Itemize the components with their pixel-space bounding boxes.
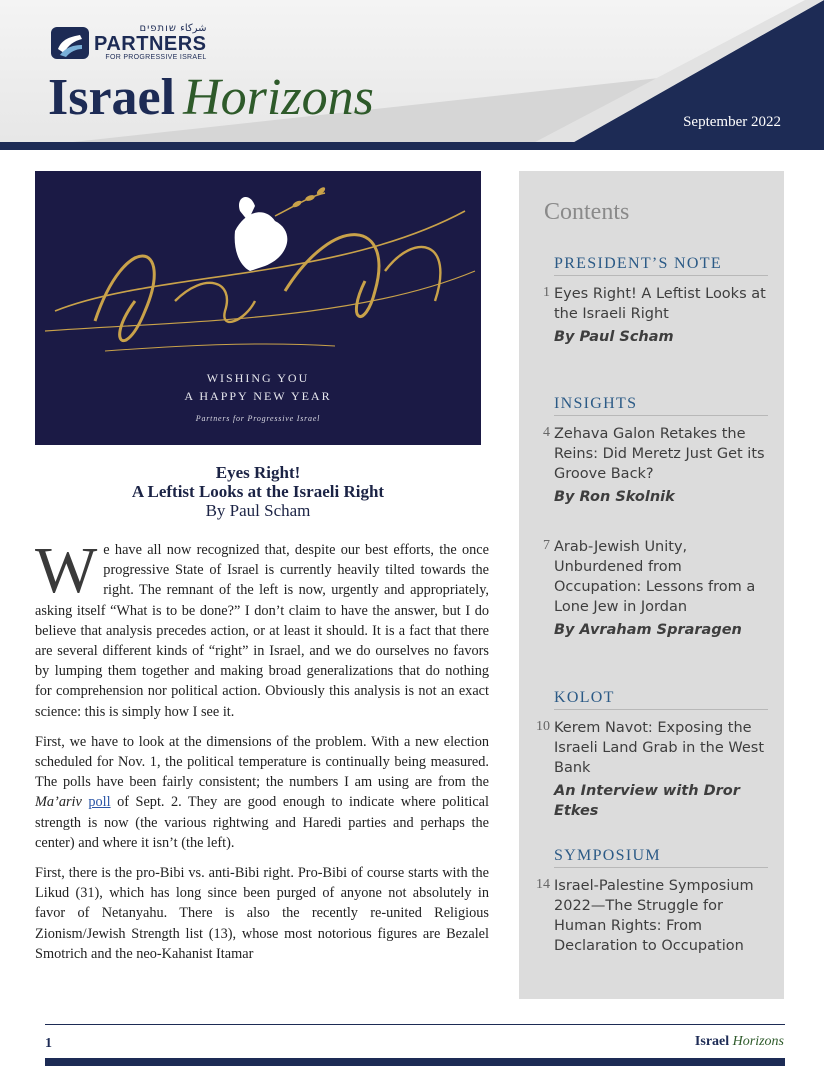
toc-entry-byline: An Interview with Dror Etkes (554, 783, 740, 819)
toc-entry[interactable] (536, 876, 768, 956)
paragraph-2 (35, 732, 489, 853)
masthead-title (48, 69, 374, 126)
section-symposium (536, 847, 768, 956)
toc-entry-title: Kerem Navot: Exposing the Israeli Land Grab in the West Bank (554, 720, 765, 776)
paragraph-3: First, there is the pro-Bibi vs. anti-Bibi right. Pro-Bibi of course starts with the Likud (31), which has long since been purged of anyone not absolutely in favor of Netanyahu. There is also the recently re-united Religious Zionism/Jewish Strength list (13), whose most notorious figures are Bezalel Smotrich and the neo-Kahanist Itamar (35, 865, 489, 962)
paragraph-2-text-before: First, we have to look at the dimensions of the problem. With a new election scheduled for Nov. 1, the political temperature is continually being measured. The polls have been fairly consistent; the numbers I am using are from the (35, 733, 489, 791)
section-heading: PRESIDENT’S NOTE (554, 255, 768, 276)
section-kolot (536, 689, 768, 821)
article-body (35, 534, 490, 974)
footer-title-main: Israel (694, 1034, 730, 1049)
banner-line-2: A HAPPY NEW YEAR (184, 389, 332, 403)
toc-entry-byline: By Paul Scham (554, 329, 674, 345)
footer-title (695, 1034, 784, 1050)
footer-bar (45, 1058, 785, 1066)
contents-title: Contents (544, 199, 630, 225)
masthead-accent: Horizons (183, 69, 374, 126)
page-header (0, 0, 824, 150)
paragraph-1-text: e have all now recognized that, despite our best efforts, the once progressive State of Israel is currently heavily tilted towards the right. The remnant of the left is now, urgently and appropriately, asking itself “What is to be done?” I don’t claim to have the answer, but I do believe that analysis precedes action, or at least it should. It is a fact that there are several different kinds of “right” in Israel, and we do ourselves no favors by lumping them together and making broad generalizations that do nothing for comprehension nor political action. Obviously this analysis is not an exact science: this is simply how I see it. (35, 542, 489, 720)
toc-entry[interactable] (536, 718, 768, 821)
toc-entry-title: Zehava Galon Retakes the Reins: Did Meretz Just Get its Groove Back? (554, 426, 765, 482)
toc-entry[interactable] (543, 284, 768, 347)
logo-subtitle: FOR PROGRESSIVE ISRAEL (105, 54, 207, 61)
article-byline: By Paul Scham (205, 501, 311, 520)
logo-name: PARTNERS (94, 33, 207, 55)
footer-title-accent: Horizons (732, 1034, 784, 1049)
section-heading: INSIGHTS (554, 395, 768, 416)
drop-cap: W (35, 534, 98, 607)
page-number: 1 (45, 1036, 52, 1051)
maariv-italic: Ma’ariv (35, 794, 82, 811)
banner-line-1: WISHING YOU (206, 371, 310, 385)
toc-page-number: 1 (543, 285, 550, 300)
article-title-line-1: Eyes Right! (215, 463, 301, 482)
contents-sidebar (519, 171, 784, 999)
section-heading: KOLOT (554, 689, 768, 710)
toc-page-number: 14 (536, 877, 550, 892)
footer-rule (45, 1024, 785, 1025)
toc-entry-title: Israel-Palestine Symposium 2022—The Struggle for Human Rights: From Declaration to Occupation (554, 878, 754, 954)
shana-tova-banner (35, 171, 481, 445)
toc-entry-title: Eyes Right! A Leftist Looks at the Israeli Right (554, 286, 766, 322)
section-presidents-note (543, 255, 768, 347)
paragraph-2-text-after: of Sept. 2. They are good enough to indicate where political strength is now (the various rightwing and Haredi parties and perhaps the center) and where it isn’t (the left). (35, 794, 490, 851)
article-title-line-2: A Leftist Looks at the Israeli Right (131, 482, 385, 501)
header-bottom-bar (0, 142, 824, 150)
masthead-main: Israel (48, 69, 176, 126)
toc-page-number: 10 (536, 719, 550, 734)
toc-entry[interactable] (543, 537, 768, 640)
issue-date: September 2022 (683, 114, 781, 130)
article-heading (35, 463, 481, 520)
toc-entry-title: Arab-Jewish Unity, Unburdened from Occupation: Lessons from a Lone Jew in Jordan (554, 539, 756, 615)
section-insights (543, 395, 768, 640)
poll-link[interactable]: poll (88, 794, 111, 811)
banner-line-3: Partners for Progressive Israel (195, 414, 321, 423)
toc-entry[interactable] (543, 424, 768, 507)
section-heading: SYMPOSIUM (554, 847, 768, 868)
paragraph-1 (35, 534, 489, 722)
partners-logo-icon (50, 25, 90, 61)
logo-script-text: شركاء שותפים (139, 23, 207, 34)
toc-page-number: 7 (543, 538, 550, 553)
toc-entry-byline: By Ron Skolnik (554, 489, 675, 505)
partners-logo[interactable] (50, 24, 207, 61)
toc-entry-byline: By Avraham Spraragen (554, 622, 742, 638)
toc-page-number: 4 (543, 425, 550, 440)
